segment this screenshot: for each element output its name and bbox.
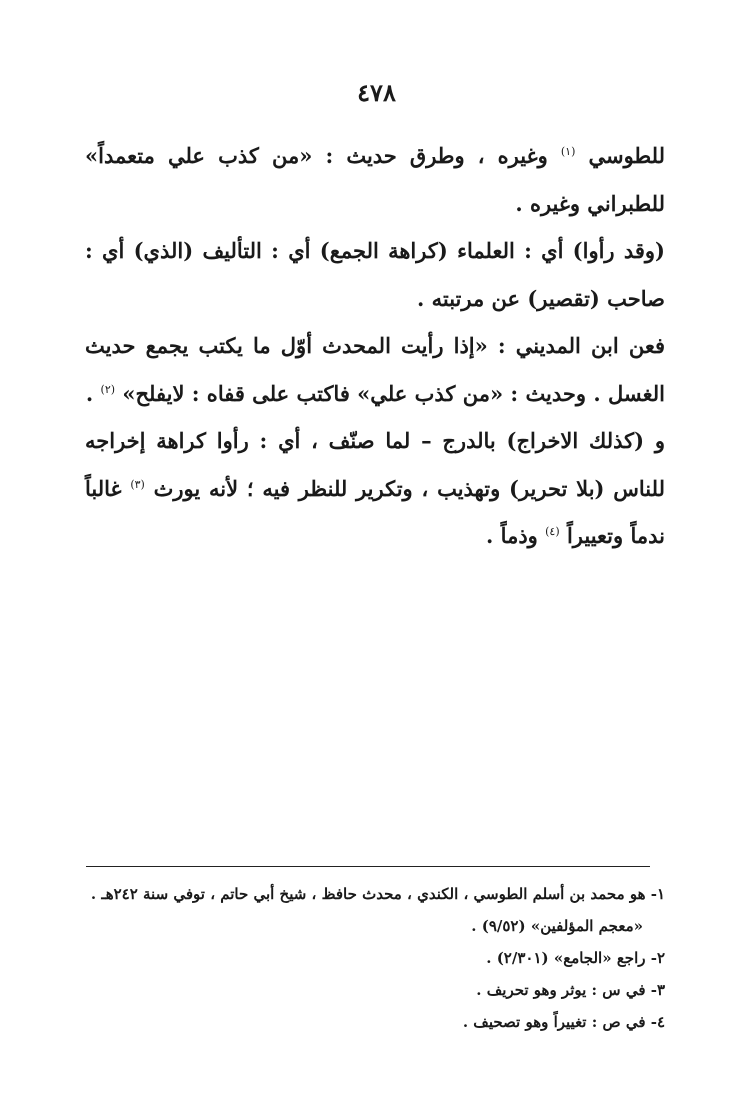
footnote-ref-1: (١) (560, 145, 576, 158)
paragraph-3 (85, 322, 665, 417)
paragraph-2: (وقد رأوا) أي : العلماء (كراهة الجمع) أي : التأليف (الذي) أي : صاحب (تقصير) عن مرتبته . (85, 238, 665, 311)
main-text (85, 132, 665, 560)
paragraph-3-part-b: . (85, 380, 94, 406)
footnote-divider (86, 866, 650, 867)
footnote-3: ٣- في س : يوثر وهو تحريف . (476, 981, 665, 999)
footnote-ref-2: (٢) (100, 382, 116, 396)
footnote-ref-4: (٤) (545, 525, 560, 538)
paragraph-1-part-b: وغيره ، وطرق حديث : «من كذب علي متعمداً» للطبراني وغيره . (85, 143, 665, 216)
paragraph-4-part-a: و (كذلك الاخراج) بالدرج – لما صنّف ، أي : رأوا كراهة إخراجه للناس (بلا تحرير) وتهذيب ، وتكرير للنظر فيه ؛ لأنه يورث (85, 428, 665, 501)
paragraph-4 (85, 417, 665, 560)
page-number: ٤٧٨ (357, 78, 396, 107)
footnote-1-line-2: «معجم المؤلفين» (٩/٥٢) . (471, 917, 643, 935)
footnotes (65, 878, 665, 1038)
paragraph-1-part-a: للطوسي (588, 143, 666, 168)
paragraph-3-part-a: فعن ابن المديني : «إذا رأيت المحدث أوّل ما يكتب يجمع حديث الغسل . وحديث : «من كذب علي» فاكتب على قفاه : لايفلح» (85, 333, 665, 406)
paragraph-4-part-b: غالباً ندماً وتعييراً (85, 475, 665, 548)
paragraph-1 (85, 132, 665, 227)
footnote-1-line-1: ١- هو محمد بن أسلم الطوسي ، الكندي ، محدث حافظ ، شيخ أبي حاتم ، توفي سنة ٢٤٢هـ . (90, 885, 665, 903)
footnote-ref-3: (٣) (130, 477, 145, 491)
paragraph-4-part-c: وذماً . (486, 523, 538, 548)
footnote-4: ٤- في ص : تغييراً وهو تصحيف . (462, 1013, 665, 1031)
footnote-2: ٢- راجع «الجامع» (٢/٣٠١) . (486, 949, 665, 967)
